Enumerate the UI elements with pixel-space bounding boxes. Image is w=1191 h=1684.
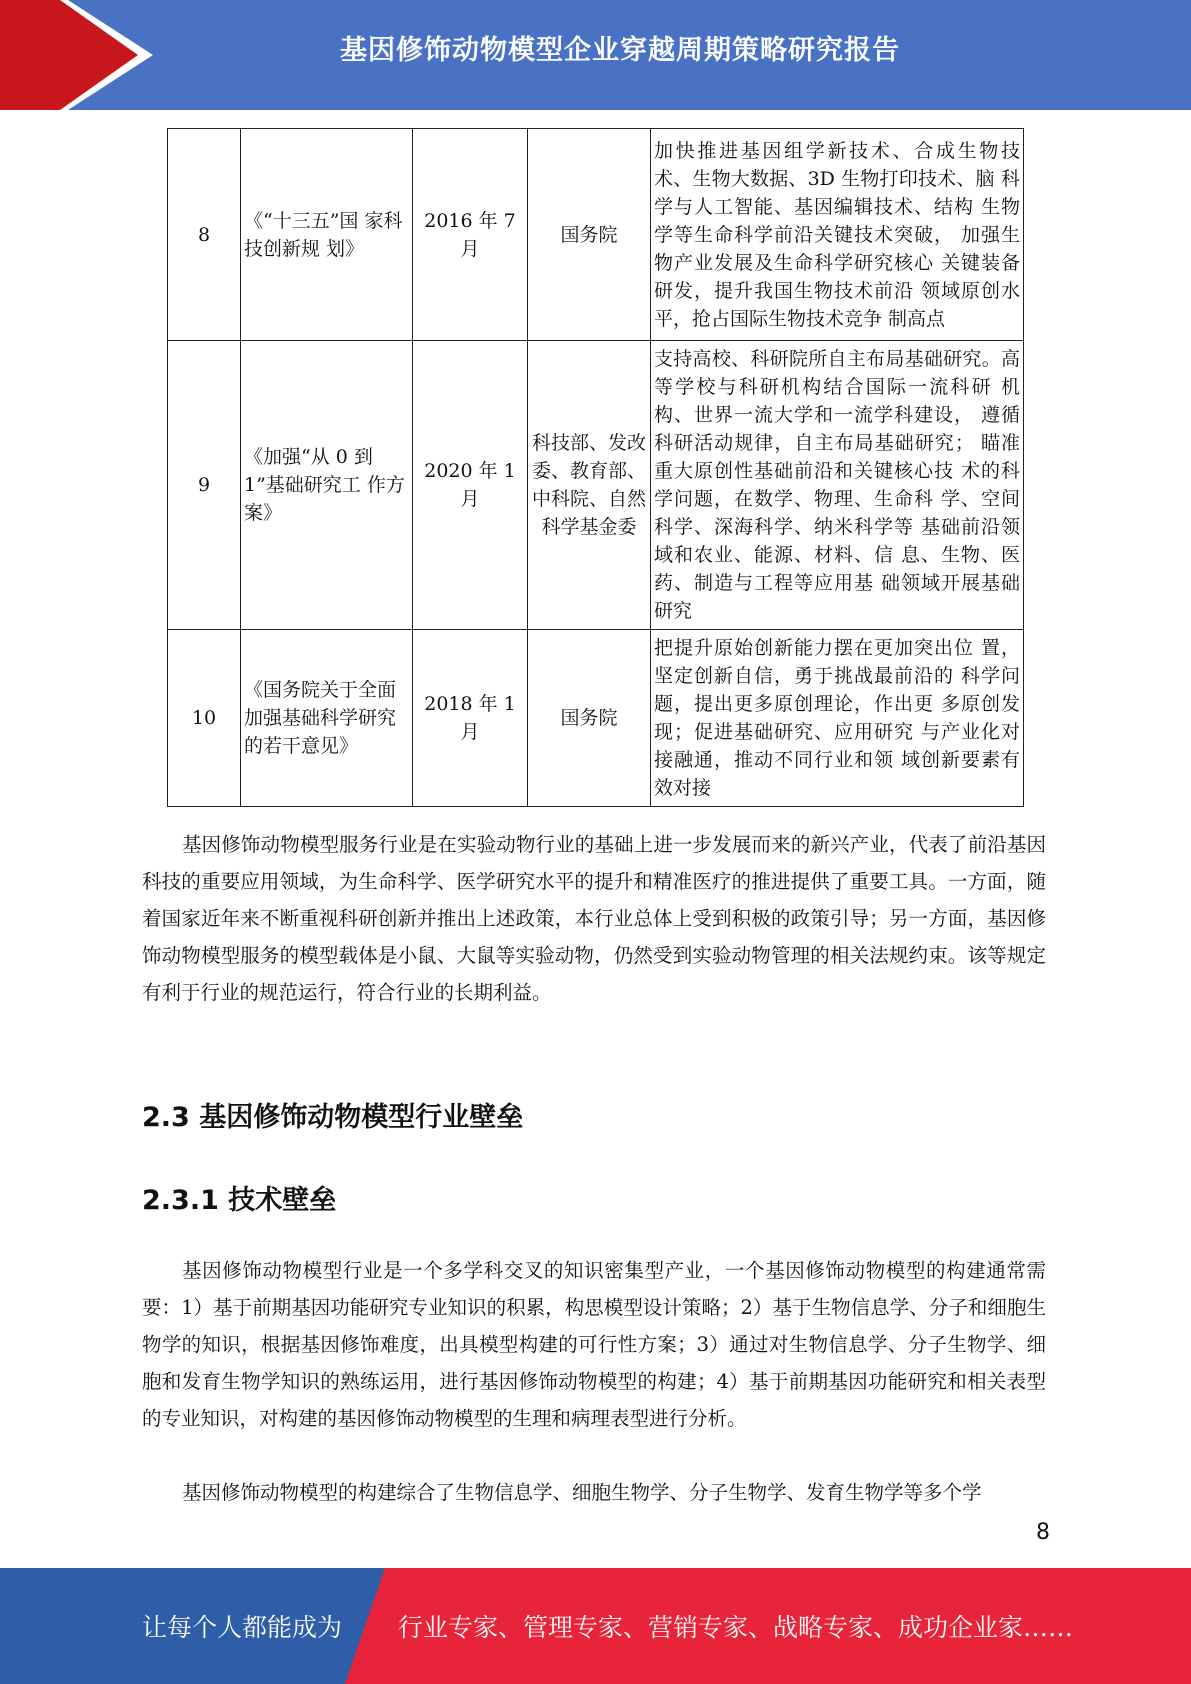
policy-content: 支持高校、科研院所自主布局基础研究。高等学校与科研机构结合国际一流科研 机构、世界一流大学和一流学科建设， 遵循科研活动规律，自主布局基础研究； 瞄准重大原创性基础前沿和关键核心技 术的科学问题，在数学、物理、生命科 学、空间科学、深海科学、纳米科学等 基础前沿领域和农业、能源、材料、信 息、生物、医药、制造与工程等应用基 础领域开展基础研究 [651, 341, 1024, 630]
issue-date: 2016 年 7月 [413, 129, 528, 341]
issuing-body: 国务院 [528, 129, 651, 341]
policy-name: 《“十三五”国 家科技创新规 划》 [241, 129, 413, 341]
policy-content: 把提升原始创新能力摆在更加突出位 置，坚定创新自信，勇于挑战最前沿的 科学问题，提出更多原创理论，作出更 多原创发现；促进基础研究、应用研究 与产业化对接融通，推动不同行业和领 域创新要素有效对接 [651, 630, 1024, 807]
issue-date: 2020 年 1月 [413, 341, 528, 630]
row-number: 9 [168, 341, 241, 630]
body-paragraph: 基因修饰动物模型服务行业是在实验动物行业的基础上进一步发展而来的新兴产业，代表了前沿基因科技的重要应用领域，为生命科学、医学研究水平的提升和精准医疗的推进提供了重要工具。一方面，随着国家近年来不断重视科研创新并推出上述政策，本行业总体上受到积极的政策引导；另一方面，基因修饰动物模型服务的模型载体是小鼠、大鼠等实验动物，仍然受到实验动物管理的相关法规约束。该等规定有利于行业的规范运行，符合行业的长期利益。 [142, 833, 1046, 1004]
body-paragraph: 基因修饰动物模型的构建综合了生物信息学、细胞生物学、分子生物学、发育生物学等多个学 [182, 1481, 982, 1504]
header-red-arrow-decoration [0, 0, 150, 110]
section-heading-2-3: 2.3 基因修饰动物模型行业壁垒 [142, 1102, 524, 1133]
policy-name: 《国务院关于全面加强基础科学研究的若干意见》 [241, 630, 413, 807]
section-heading-2-3-1: 2.3.1 技术壁垒 [142, 1185, 337, 1216]
body-paragraph: 基因修饰动物模型行业是一个多学科交叉的知识密集型产业，一个基因修饰动物模型的构建通常需要：1）基于前期基因功能研究专业知识的积累，构思模型设计策略；2）基于生物信息学、分子和细胞生物学的知识，根据基因修饰难度，出具模型构建的可行性方案；3）通过对生物信息学、分子生物学、细胞和发育生物学知识的熟练运用，进行基因修饰动物模型的构建；4）基于前期基因功能研究和相关表型的专业知识，对构建的基因修饰动物模型的生理和病理表型进行分析。 [142, 1259, 1046, 1430]
footer-slogan-right: 行业专家、管理专家、营销专家、战略专家、成功企业家…… [398, 1613, 1074, 1642]
issuing-body: 国务院 [528, 630, 651, 807]
issue-date: 2018 年 1月 [413, 630, 528, 807]
table-row [168, 630, 1024, 807]
row-number: 10 [168, 630, 241, 807]
page-number: 8 [1036, 1520, 1050, 1545]
issuing-body: 科技部、发改委、教育部、中科院、自然科学基金委 [528, 341, 651, 630]
page-footer [0, 1568, 1191, 1684]
policy-table [167, 128, 1024, 807]
policy-content: 加快推进基因组学新技术、合成生物技 术、生物大数据、3D 生物打印技术、脑 科学与人工智能、基因编辑技术、结构 生物学等生命科学前沿关键技术突破， 加强生物产业发展及生命科学研究核心 关键装备研发，提升我国生物技术前沿 领域原创水平，抢占国际生物技术竞争 制高点 [651, 129, 1024, 341]
row-number: 8 [168, 129, 241, 341]
report-title: 基因修饰动物模型企业穿越周期策略研究报告 [340, 35, 900, 66]
table-row [168, 341, 1024, 630]
policy-name: 《加强“从 0 到 1”基础研究工 作方案》 [241, 341, 413, 630]
page-header [0, 0, 1191, 110]
footer-slogan-left: 让每个人都能成为 [142, 1613, 343, 1642]
table-row [168, 129, 1024, 341]
